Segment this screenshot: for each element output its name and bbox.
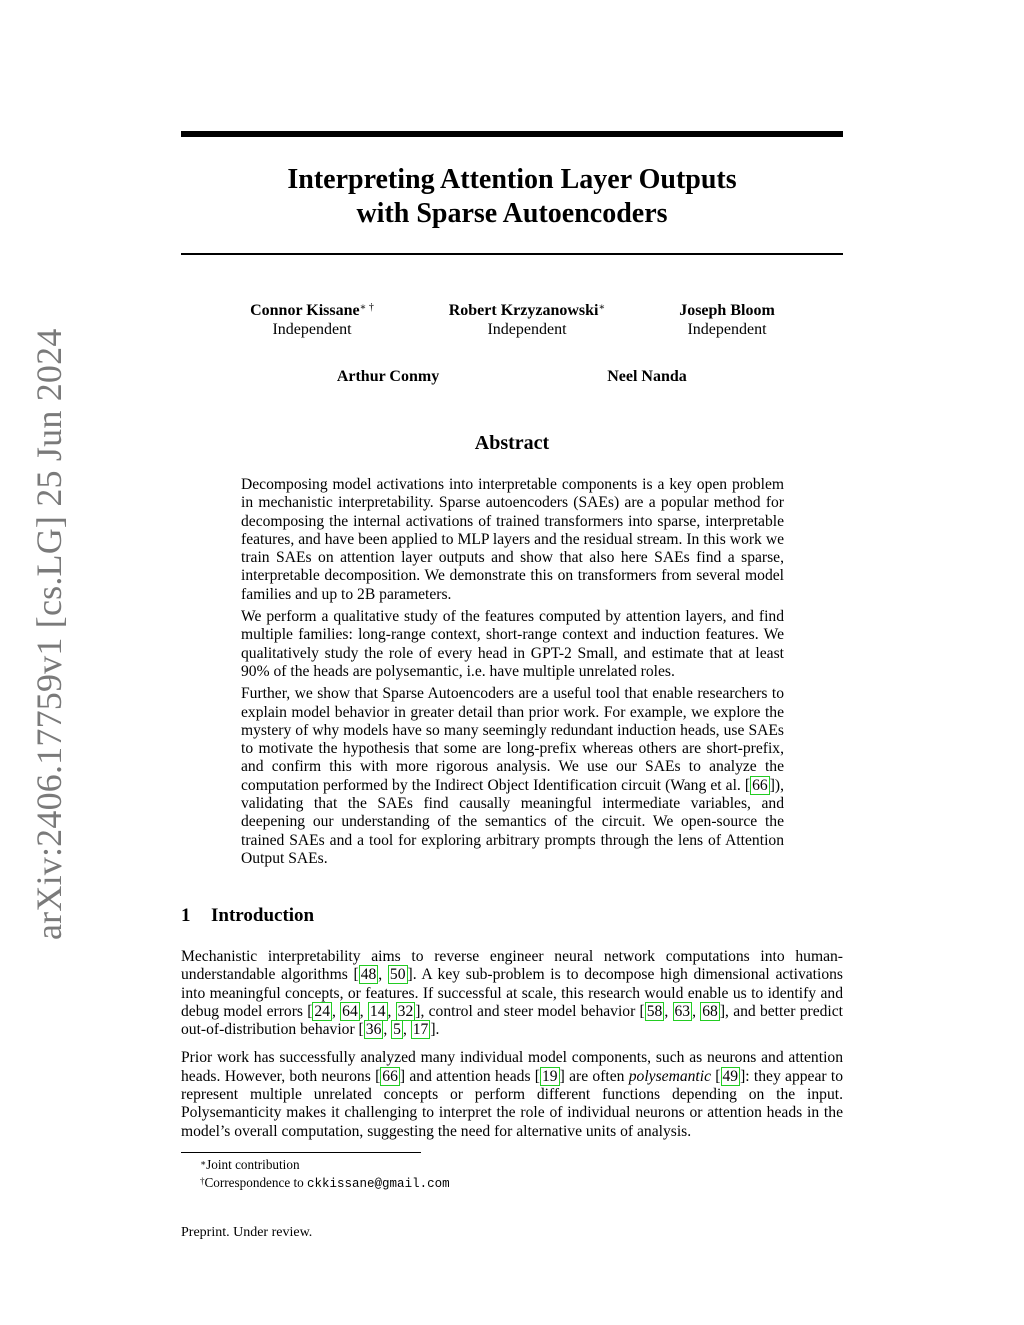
body-paragraph: Mechanistic interpretability aims to reverse engineer neural network computations into human-understandable algorithms [ 48 , 50 ]. A key sub-problem is to decompose high dimensional activations into meaningful concepts, or features. If successful at scale, this research would enable us to identify and debug model errors [ 24 , 64 , 14 , 32 ], control and steer model behavior [ 58 , 63 , 68 ], and better predict out-of-distribution behavior [ 36 , 5 , 17 ].	[181, 948, 844, 1039]
footnote-1	[200, 1157, 300, 1173]
citation-link[interactable]: 66	[752, 776, 768, 794]
citation-link[interactable]: 68	[702, 1002, 718, 1020]
title-line-1: Interpreting Attention Layer Outputs	[287, 164, 737, 195]
section-heading	[181, 905, 314, 927]
abstract-paragraph: Further, we show that Sparse Autoencoders are a useful tool that enable researchers to explain model behavior in greater detail than prior work. For example, we explore the mystery of why models have so many seemingly redundant induction heads, use SAEs to motivate the hypothesis that some are long-prefix whereas others are short-prefix, and confirm this with more rigorous analysis. We use our SAEs to analyze the computation performed by the Indirect Object Identification circuit (Wang et al. [ 66 ]), validating that the SAEs find causally meaningful intermediate variables, and deepening our understanding of the semantics of the circuit. We open-source the trained SAEs and a tool for exploring arbitrary prompts through the lens of Attention Output SAEs.	[241, 685, 784, 867]
author-affiliation: Independent	[272, 321, 352, 338]
preprint-note: Preprint. Under review.	[181, 1225, 313, 1240]
citation-link[interactable]: 58	[646, 1002, 663, 1020]
author-affiliation: Independent	[687, 321, 767, 338]
citation-link[interactable]: 49	[722, 1067, 739, 1085]
title-bottom-rule	[181, 253, 843, 255]
correspondence-email[interactable]: ckkissane@gmail.com	[307, 1177, 450, 1191]
citation-link[interactable]: 64	[342, 1002, 358, 1020]
footnote-text: Correspondence to	[204, 1175, 308, 1190]
body-paragraph: Prior work has successfully analyzed many individual model components, such as neurons and attention heads. However, both neurons [ 66 ] and attention heads [ 19 ] are often polysemantic [ 49 ]: they appear to represent multiple unrelated concepts or perform different functions depending on the input. Polysemanticity makes it challenging to interpret the role of individual neurons or attention heads in the model’s overall computation, suggesting the need for alternative units of analysis.	[181, 1049, 844, 1140]
author-2	[427, 301, 627, 339]
author-name: Joseph Bloom	[679, 302, 775, 319]
citation-link[interactable]: 14	[369, 1002, 386, 1020]
arxiv-stamp: arXiv:2406.17759v1 [cs.LG] 25 Jun 2024	[29, 328, 69, 940]
author-name: Neel Nanda	[607, 368, 687, 385]
footnote-rule	[181, 1152, 421, 1153]
author-affiliation: Independent	[487, 321, 567, 338]
emphasis-term: polysemantic	[628, 1067, 712, 1085]
section-title: Introduction	[211, 905, 315, 926]
citation-link[interactable]: 19	[542, 1067, 558, 1085]
citation-link[interactable]: 24	[314, 1002, 331, 1020]
citation-link[interactable]: 50	[389, 966, 406, 984]
author-marks: ∗ †	[359, 302, 374, 313]
section-number: 1	[181, 905, 191, 926]
footnote-mark: ∗	[200, 1158, 207, 1168]
author-marks: ∗	[598, 302, 606, 313]
footnote-2	[200, 1175, 450, 1192]
paper-title	[181, 163, 843, 231]
abstract-heading: Abstract	[474, 432, 550, 454]
citation-link[interactable]: 63	[674, 1002, 691, 1020]
citation-link[interactable]: 5	[393, 1021, 401, 1039]
citation-link[interactable]: 17	[412, 1021, 429, 1039]
citation-link[interactable]: 32	[397, 1002, 414, 1020]
footnote-mark: †	[200, 1176, 205, 1186]
author-name: Robert Krzyzanowski	[448, 302, 599, 319]
citation-link[interactable]: 48	[360, 966, 377, 984]
footnote-text: Joint contribution	[206, 1157, 300, 1172]
author-5	[587, 367, 707, 386]
author-3	[662, 301, 792, 339]
abstract-body	[241, 476, 784, 872]
author-4	[318, 367, 458, 386]
title-line-2: with Sparse Autoencoders	[356, 198, 668, 229]
author-name: Connor Kissane	[250, 302, 360, 319]
abstract-paragraph: We perform a qualitative study of the features computed by attention layers, and find multiple families: long-range context, short-range context and induction features. We qualitatively study the role of every head in GPT-2 Small, and estimate that at least 90% of the heads are polysemantic, i.e. have multiple unrelated roles.	[241, 608, 784, 680]
citation-link[interactable]: 36	[365, 1021, 382, 1039]
introduction-body	[181, 948, 843, 1151]
author-1	[232, 301, 392, 339]
author-name: Arthur Conmy	[336, 368, 440, 385]
citation-link[interactable]: 66	[382, 1067, 398, 1085]
title-top-rule	[181, 131, 843, 137]
abstract-paragraph: Decomposing model activations into interpretable components is a key open problem in mechanistic interpretability. Sparse autoencoders (SAEs) are a popular method for decomposing the internal activations of trained transformers into sparse, interpretable features, and have been applied to MLP layers and the residual stream. In this work we train SAEs on attention layer outputs and show that also here SAEs find a sparse, interpretable decomposition. We demonstrate this on transformers from several model families and up to 2B parameters.	[241, 476, 784, 603]
